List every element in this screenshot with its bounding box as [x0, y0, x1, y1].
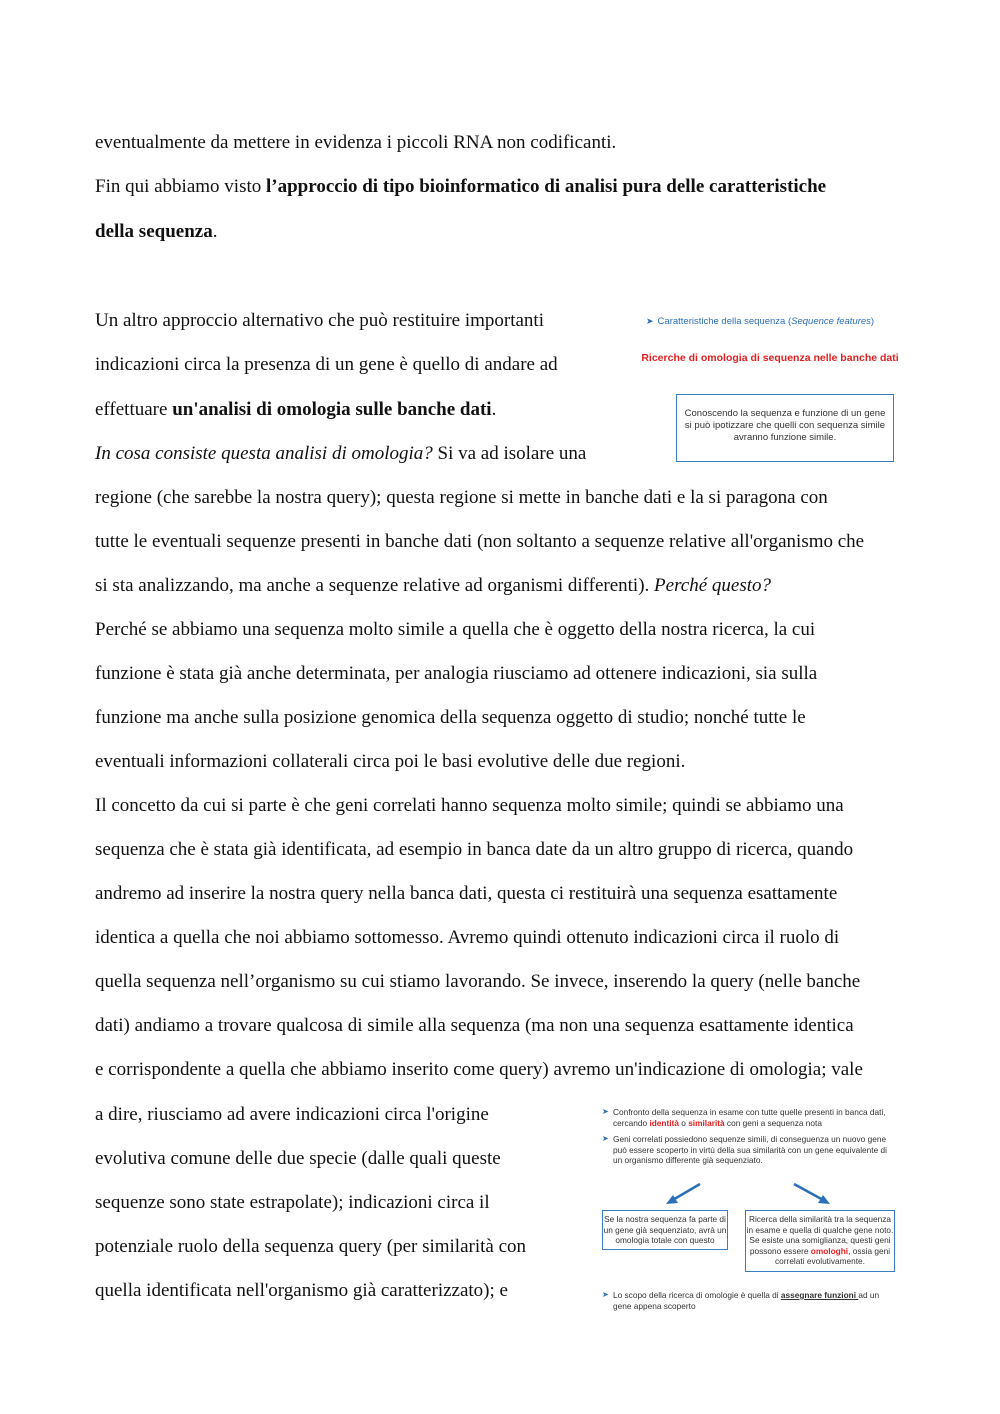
paragraph-line: evolutiva comune delle due specie (dalle quali queste: [95, 1148, 501, 1169]
figure1-title: Ricerche di omologia di sequenza nelle banche dati: [641, 352, 899, 364]
paragraph-line: Un altro approccio alternativo che può restituire importanti: [95, 310, 544, 331]
paragraph-line: identica a quella che noi abbiamo sottomesso. Avremo quindi ottenuto indicazioni circa il ruolo di: [95, 927, 840, 948]
paragraph-line: effettuare un'analisi di omologia sulle banche dati.: [95, 399, 497, 420]
paragraph-line: Perché se abbiamo una sequenza molto simile a quella che è oggetto della nostra ricerca, la cui: [95, 619, 816, 640]
bullet-arrow-icon: ➤: [602, 1134, 609, 1143]
figure2-bullet: ➤ Geni correlati possiedono sequenze simili, di conseguenza un nuovo gene può essere scoperto in virtù della sua similarità con un gene equivalente di un organismo differente già sequenziato.: [602, 1134, 887, 1165]
paragraph-line: regione (che sarebbe la nostra query); questa regione si mette in banche dati e la si paragona con: [95, 487, 828, 508]
paragraph-line: a dire, riusciamo ad avere indicazioni circa l'origine: [95, 1104, 489, 1125]
paragraph-line: Il concetto da cui si parte è che geni correlati hanno sequenza molto simile; quindi se abbiamo una: [95, 795, 844, 816]
paragraph-line: funzione è stata già anche determinata, per analogia riusciamo ad ottenere indicazioni, sia sulla: [95, 663, 818, 684]
paragraph-line: si sta analizzando, ma anche a sequenze relative ad organismi differenti). Perché questo?: [95, 575, 771, 596]
bullet-arrow-icon: ➤: [602, 1290, 609, 1299]
figure1-bullet: ➤ Caratteristiche della sequenza (Sequence features): [646, 316, 875, 327]
paragraph-line: Fin qui abbiamo visto l’approccio di tipo bioinformatico di analisi pura delle caratteristiche: [95, 176, 827, 197]
figure2-bullet: ➤ Confronto della sequenza in esame con tutte quelle presenti in banca dati, cercando identità o similarità con geni a sequenza nota: [602, 1107, 886, 1128]
paragraph-line: potenziale ruolo della sequenza query (per similarità con: [95, 1236, 527, 1257]
down-left-arrow-icon: [666, 1184, 700, 1204]
bullet-arrow-icon: ➤: [646, 316, 654, 326]
figure2-bullet: ➤ Lo scopo della ricerca di omologie è quella di assegnare funzioni ad un gene appena scoperto: [602, 1290, 880, 1311]
figure-homology-search: [600, 1104, 900, 1319]
paragraph-line: In cosa consiste questa analisi di omologia? Si va ad isolare una: [95, 443, 587, 464]
paragraph-line: e corrispondente a quella che abbiamo inserito come query) avremo un'indicazione di omologia; vale: [95, 1059, 863, 1080]
paragraph-line: indicazioni circa la presenza di un gene è quello di andare ad: [95, 354, 558, 375]
figure1-box: Conoscendo la sequenza e funzione di un gene si può ipotizzare che quelli con sequenza simile avranno funzione simile.: [676, 394, 894, 462]
paragraph-line: sequenza che è stata già identificata, ad esempio in banca date da un altro gruppo di ricerca, quando: [95, 839, 854, 860]
paragraph-line: tutte le eventuali sequenze presenti in banche dati (non soltanto a sequenze relative all'organismo che: [95, 531, 865, 552]
paragraph-line: sequenze sono state estrapolate); indicazioni circa il: [95, 1192, 490, 1213]
paragraph-line: funzione ma anche sulla posizione genomica della sequenza oggetto di studio; nonché tutte le: [95, 707, 806, 728]
paragraph-line: quella identificata nell'organismo già caratterizzato); e: [95, 1280, 508, 1301]
down-right-arrow-icon: [794, 1184, 830, 1204]
paragraph-line: eventualmente da mettere in evidenza i piccoli RNA non codificanti.: [95, 132, 617, 153]
paragraph-line: quella sequenza nell’organismo su cui stiamo lavorando. Se invece, inserendo la query (nelle banche: [95, 971, 861, 992]
paragraph-line: dati) andiamo a trovare qualcosa di simile alla sequenza (ma non una sequenza esattamente identica: [95, 1015, 854, 1036]
figure2-box-right: Ricerca della similarità tra la sequenza in esame e quella di qualche gene noto. Se esiste una somiglianza, questi geni possono essere omologhi, ossia geni correlati evolutivamente.: [745, 1210, 895, 1272]
figure2-box-left: Se la nostra sequenza fa parte di un gene già sequenziato, avrà un omologia totale con questo: [602, 1210, 728, 1250]
bullet-arrow-icon: ➤: [602, 1107, 609, 1116]
figure2-arrows: [600, 1104, 900, 1214]
paragraph-line: eventuali informazioni collaterali circa poi le basi evolutive delle due regioni.: [95, 751, 686, 772]
paragraph-line: della sequenza.: [95, 221, 218, 242]
paragraph-line: andremo ad inserire la nostra query nella banca dati, questa ci restituirà una sequenza esattamente: [95, 883, 838, 904]
